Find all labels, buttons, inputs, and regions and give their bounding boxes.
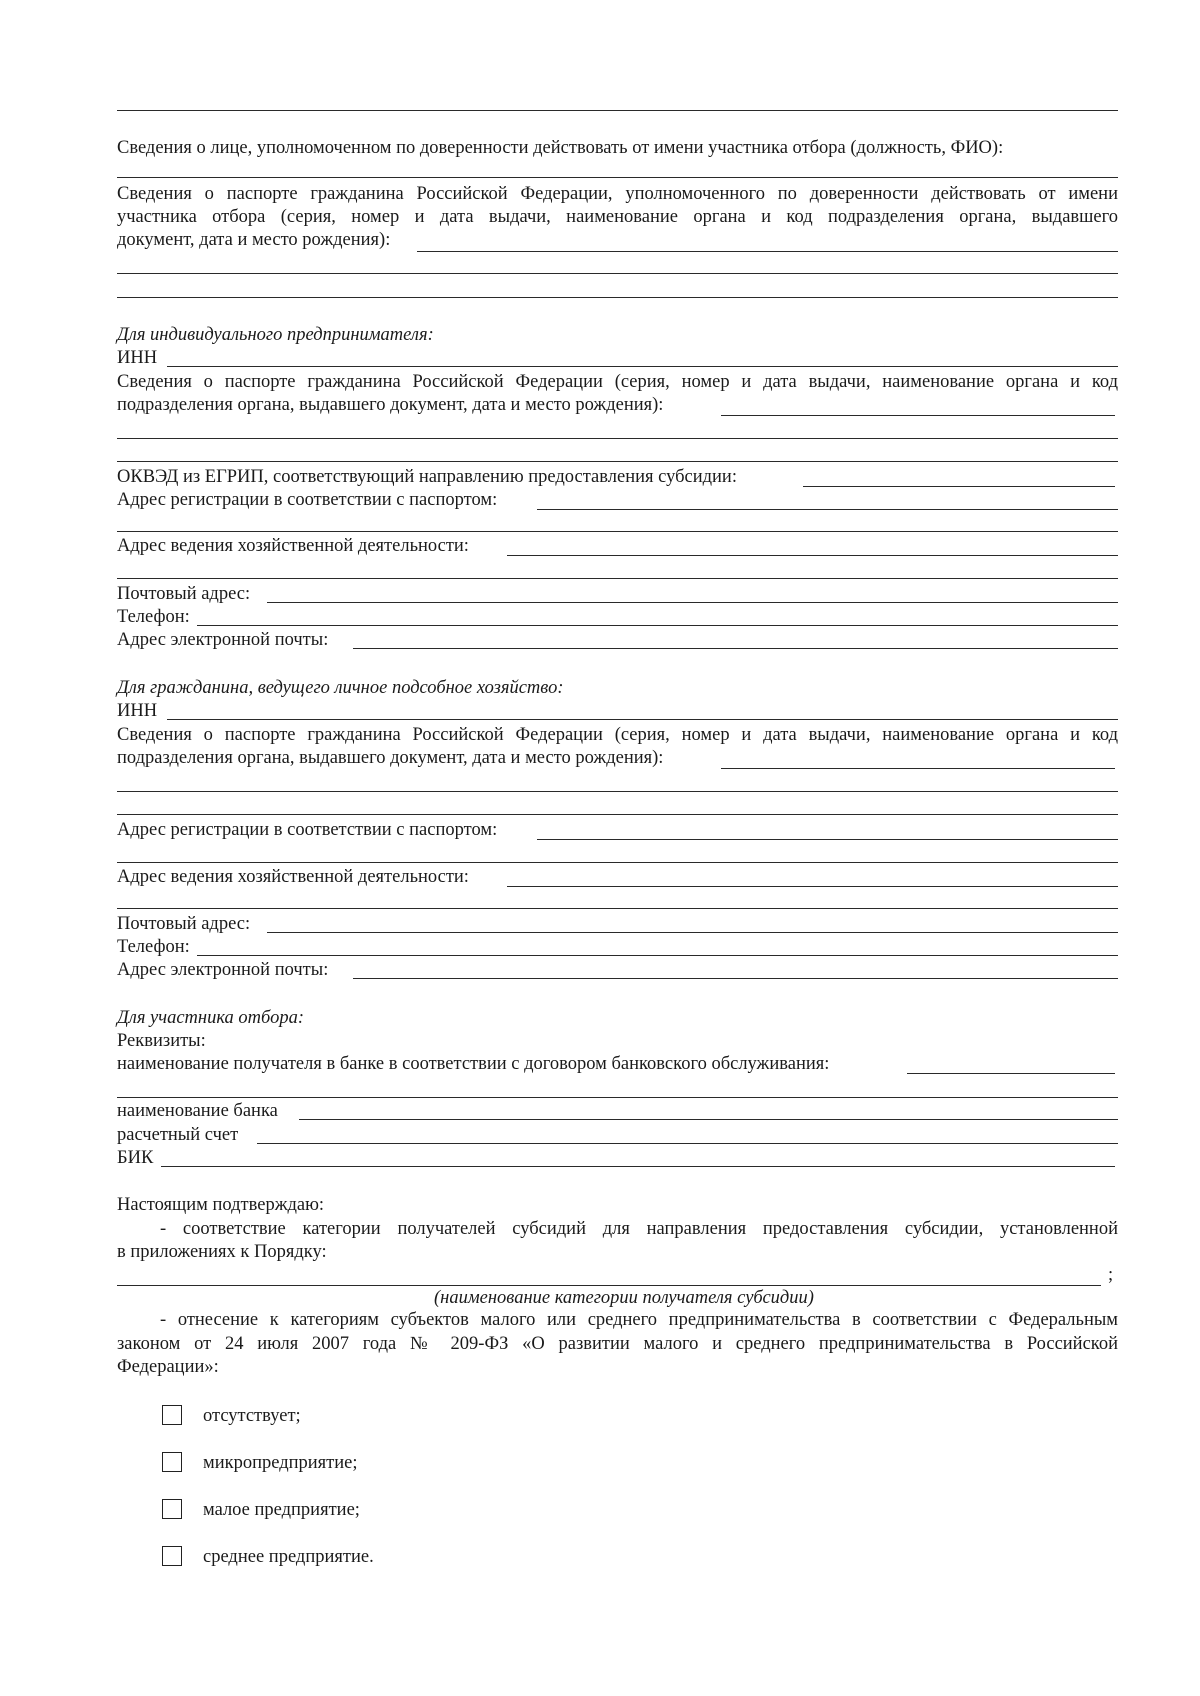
option-checkbox-none[interactable]: [162, 1405, 182, 1425]
confirmation-category-line2: в приложениях к Порядку:: [117, 1242, 327, 1262]
entrepreneur-passport-line2: подразделения органа, выдавшего документ, дата и место рождения):: [117, 395, 664, 415]
household-heading: Для гражданина, ведущего личное подсобное хозяйство:: [117, 678, 564, 698]
confirmation-sme-line1: - отнесение к категориям субъектов малого или среднего предпринимательства в соответствии с Федеральным: [160, 1310, 1118, 1330]
participant-recipient-name-label: наименование получателя в банке в соответствии с договором банковского обслуживания:: [117, 1054, 830, 1074]
entrepreneur-okved-field[interactable]: [803, 486, 1115, 487]
entrepreneur-passport-line1: Сведения о паспорте гражданина Российской Федерации (серия, номер и дата выдачи, наименование органа и код: [117, 372, 1118, 392]
entrepreneur-email-field[interactable]: [353, 648, 1118, 649]
representative-passport-field-3[interactable]: [117, 297, 1118, 298]
confirmation-intro: Настоящим подтверждаю:: [117, 1195, 325, 1215]
household-business-address-field-1[interactable]: [507, 886, 1118, 887]
representative-passport-line3: документ, дата и место рождения):: [117, 230, 391, 250]
confirmation-sme-line3: Федерации»:: [117, 1357, 219, 1377]
option-label-none: отсутствует;: [203, 1406, 301, 1426]
participant-account-field[interactable]: [257, 1143, 1118, 1144]
household-passport-field-2[interactable]: [117, 791, 1118, 792]
representative-passport-line2: участника отбора (серия, номер и дата выдачи, наименование органа и код подразделения органа, выдавшего: [117, 207, 1118, 227]
entrepreneur-passport-field-1[interactable]: [721, 415, 1115, 416]
participant-recipient-name-field-2[interactable]: [117, 1097, 1118, 1098]
household-reg-address-label: Адрес регистрации в соответствии с паспортом:: [117, 820, 498, 840]
household-inn-label: ИНН: [117, 701, 158, 721]
entrepreneur-passport-field-3[interactable]: [117, 461, 1118, 462]
entrepreneur-inn-field[interactable]: [167, 366, 1118, 367]
confirmation-category-line1: - соответствие категории получателей субсидий для направления предоставления субсидии, установленной: [160, 1219, 1118, 1239]
household-passport-line1: Сведения о паспорте гражданина Российской Федерации (серия, номер и дата выдачи, наименование органа и код: [117, 725, 1118, 745]
household-postal-label: Почтовый адрес:: [117, 914, 251, 934]
entrepreneur-email-label: Адрес электронной почты:: [117, 630, 329, 650]
confirmation-category-caption: (наименование категории получателя субсидии): [434, 1288, 814, 1308]
household-reg-address-field-2[interactable]: [117, 862, 1118, 863]
household-email-label: Адрес электронной почты:: [117, 960, 329, 980]
household-reg-address-field-1[interactable]: [537, 839, 1118, 840]
entrepreneur-business-address-field-1[interactable]: [507, 555, 1118, 556]
household-business-address-label: Адрес ведения хозяйственной деятельности:: [117, 867, 469, 887]
entrepreneur-postal-field[interactable]: [267, 602, 1118, 603]
option-label-micro: микропредприятие;: [203, 1453, 358, 1473]
participant-account-label: расчетный счет: [117, 1125, 239, 1145]
entrepreneur-phone-field[interactable]: [197, 625, 1118, 626]
participant-bik-field[interactable]: [161, 1166, 1115, 1167]
entrepreneur-reg-address-label: Адрес регистрации в соответствии с паспортом:: [117, 490, 498, 510]
confirmation-semicolon: ;: [1108, 1265, 1114, 1285]
entrepreneur-phone-label: Телефон:: [117, 607, 190, 627]
entrepreneur-reg-address-field-1[interactable]: [537, 509, 1118, 510]
option-checkbox-small[interactable]: [162, 1499, 182, 1519]
participant-requisites-label: Реквизиты:: [117, 1031, 206, 1051]
household-passport-field-3[interactable]: [117, 814, 1118, 815]
confirmation-category-field[interactable]: [117, 1285, 1101, 1286]
participant-bik-label: БИК: [117, 1148, 154, 1168]
entrepreneur-reg-address-field-2[interactable]: [117, 531, 1118, 532]
representative-field[interactable]: [117, 177, 1118, 178]
entrepreneur-okved-label: ОКВЭД из ЕГРИП, соответствующий направлению предоставления субсидии:: [117, 467, 737, 487]
confirmation-sme-line2: законом от 24 июля 2007 года № 209-ФЗ «О развитии малого и среднего предпринимательства в Российской: [117, 1334, 1118, 1354]
household-inn-field[interactable]: [167, 719, 1118, 720]
option-checkbox-medium[interactable]: [162, 1546, 182, 1566]
household-email-field[interactable]: [353, 978, 1118, 979]
household-passport-line2: подразделения органа, выдавшего документ, дата и место рождения):: [117, 748, 664, 768]
entrepreneur-business-address-label: Адрес ведения хозяйственной деятельности:: [117, 536, 469, 556]
household-passport-field-1[interactable]: [721, 768, 1115, 769]
entrepreneur-inn-label: ИНН: [117, 348, 158, 368]
top-rule: [117, 110, 1118, 111]
participant-heading: Для участника отбора:: [117, 1008, 304, 1028]
entrepreneur-passport-field-2[interactable]: [117, 438, 1118, 439]
representative-passport-line1: Сведения о паспорте гражданина Российской Федерации, уполномоченного по доверенности действовать от имени: [117, 184, 1118, 204]
representative-passport-field-1[interactable]: [417, 251, 1118, 252]
participant-recipient-name-field-1[interactable]: [907, 1073, 1115, 1074]
option-label-medium: среднее предприятие.: [203, 1547, 374, 1567]
participant-bank-name-label: наименование банка: [117, 1101, 278, 1121]
option-label-small: малое предприятие;: [203, 1500, 360, 1520]
household-phone-label: Телефон:: [117, 937, 190, 957]
household-postal-field[interactable]: [267, 932, 1118, 933]
household-business-address-field-2[interactable]: [117, 908, 1118, 909]
household-phone-field[interactable]: [197, 955, 1118, 956]
representative-label: Сведения о лице, уполномоченном по доверенности действовать от имени участника отбора (должность, ФИО):: [117, 138, 1004, 158]
entrepreneur-business-address-field-2[interactable]: [117, 578, 1118, 579]
option-checkbox-micro[interactable]: [162, 1452, 182, 1472]
entrepreneur-heading: Для индивидуального предпринимателя:: [117, 325, 434, 345]
entrepreneur-postal-label: Почтовый адрес:: [117, 584, 251, 604]
participant-bank-name-field[interactable]: [299, 1119, 1118, 1120]
representative-passport-field-2[interactable]: [117, 273, 1118, 274]
